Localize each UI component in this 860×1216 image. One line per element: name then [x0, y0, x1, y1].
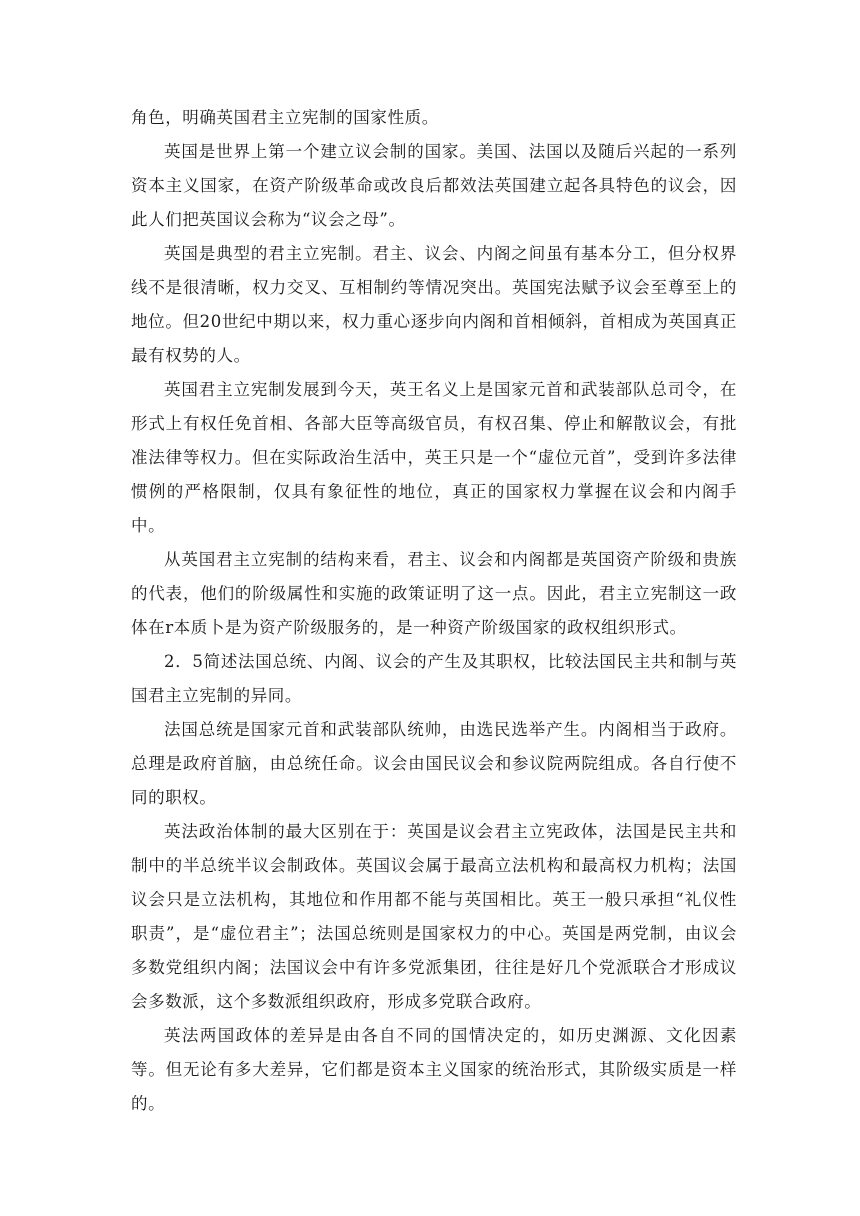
paragraph: 法国总统是国家元首和武装部队统帅，由选民选举产生。内阁相当于政府。总理是政府首脑，由总统任命。议会由国民议会和参议院两院组成。各自行使不同的职权。 — [131, 720, 737, 807]
paragraph: 英法两国政体的差异是由各自不同的国情决定的，如历史渊源、文化因素等。但无论有多大差异，它们都是资本主义国家的统治形式，其阶级实质是一样的。 — [131, 1026, 737, 1113]
paragraph: 英国是典型的君主立宪制。君主、议会、内阁之间虽有基本分工，但分权界线不是很清晰，权力交叉、互相制约等情况突出。英国宪法赋予议会至尊至上的地位。但20世纪中期以来，权力重心逐步向内阁和首相倾斜，首相成为英国真正最有权势的人。 — [131, 244, 737, 365]
question-heading: 2．5简述法国总统、内阁、议会的产生及其职权，比较法国民主共和制与英国君主立宪制的异同。 — [131, 652, 737, 705]
paragraph: 从英国君主立宪制的结构来看，君主、议会和内阁都是英国资产阶级和贵族的代表，他们的阶级属性和实施的政策证明了这一点。因此，君主立宪制这一政体在r本质卜是为资产阶级服务的，是一种资产阶级国家的政权组织形式。 — [131, 550, 737, 637]
paragraph: 英国君主立宪制发展到今天，英王名义上是国家元首和武装部队总司令，在形式上有权任免首相、各部大臣等高级官员，有权召集、停止和解散议会，有批准法律等权力。但在实际政治生活中，英王只是一个“虚位元首”，受到许多法律惯例的严格限制，仅具有象征性的地位，真正的国家权力掌握在议会和内阁手中。 — [131, 380, 737, 535]
paragraph: 角色，明确英国君主立宪制的国家性质。 — [131, 108, 439, 127]
paragraph: 英法政治体制的最大区别在于：英国是议会君主立宪政体，法国是民主共和制中的半总统半议会制政体。英国议会属于最高立法机构和最高权力机构；法国议会只是立法机构，其地位和作用都不能与英国相比。英王一般只承担“礼仪性职责”，是“虚位君主”；法国总统则是国家权力的中心。英国是两党制，由议会多数党组织内阁；法国议会中有许多党派集团，往往是好几个党派联合才形成议会多数派，这个多数派组织政府，形成多党联合政府。 — [131, 822, 737, 1011]
paragraph: 英国是世界上第一个建立议会制的国家。美国、法国以及随后兴起的一系列资本主义国家，在资产阶级革命或改良后都效法英国建立起各具特色的议会，因此人们把英国议会称为“议会之母”。 — [131, 142, 737, 229]
document-body — [131, 101, 737, 1121]
